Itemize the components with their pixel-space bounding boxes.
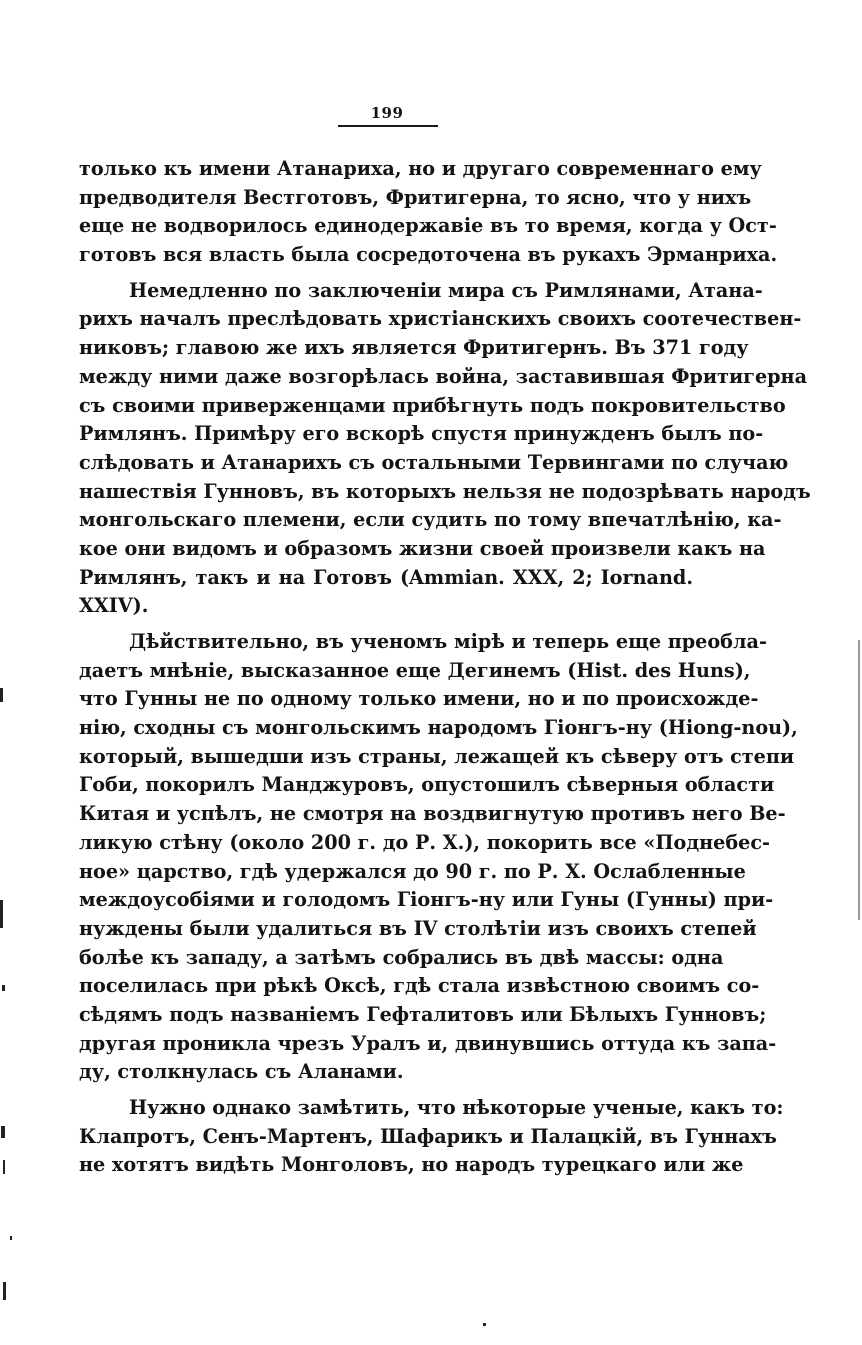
text-line: нашествія Гунновъ, въ которыхъ нельзя не подозрѣвать народъ	[79, 479, 811, 503]
text-line: болѣе къ западу, а затѣмъ собрались въ двѣ массы: одна	[79, 945, 724, 969]
paragraph-gap	[79, 621, 693, 628]
text-line: нію, сходны съ монгольскимъ народомъ Гіонгъ-ну (Hiong-nou),	[79, 716, 798, 740]
text-line: поселилась при рѣкѣ Оксѣ, гдѣ стала извѣстною своимъ со-	[79, 974, 760, 998]
scan-mark	[0, 688, 3, 702]
text-line: Китая и успѣлъ, не смотря на воздвигнутую противъ него Ве-	[79, 802, 786, 826]
text-line: XXIV).	[79, 594, 149, 618]
text-line: кое они видомъ и образомъ жизни своей произвели какъ на	[79, 536, 766, 560]
paragraph-gap	[79, 270, 693, 277]
text-line: Клапротъ, Сенъ-Мартенъ, Шафарикъ и Палацкій, въ Гуннахъ	[79, 1124, 777, 1148]
page-number: 199	[370, 104, 404, 122]
text-line: Дѣйствительно, въ ученомъ мірѣ и теперь еще преобла-	[129, 630, 767, 653]
text-line: даетъ мнѣніе, высказанное еще Дегинемъ (Hist. des Huns),	[79, 658, 751, 682]
text-line: предводителя Вестготовъ, Фритигерна, то ясно, что у нихъ	[79, 185, 752, 209]
scan-mark	[10, 1236, 12, 1240]
scan-mark	[2, 985, 5, 991]
text-line: сѣдямъ подъ названіемъ Гефталитовъ или Бѣлыхъ Гунновъ;	[79, 1002, 767, 1026]
text-line: готовъ вся власть была сосредоточена въ рукахъ Эрманриха.	[79, 243, 778, 267]
text-line: рихъ началъ преслѣдовать христіанскихъ своихъ соотечествен-	[79, 307, 802, 331]
paragraph-gap	[79, 1087, 693, 1094]
page-edge-shadow	[858, 640, 860, 920]
text-line: что Гунны не по одному только имени, но и по происхожде-	[79, 687, 759, 711]
scan-mark	[483, 1323, 486, 1326]
text-line: только къ имени Атанариха, но и другаго современнаго ему	[79, 157, 762, 180]
text-line: не хотятъ видѣть Монголовъ, но народъ турецкаго или же	[79, 1153, 744, 1177]
text-line: междоусобіями и голодомъ Гіонгъ-ну или Гуны (Гунны) при-	[79, 888, 774, 912]
text-line: Римлянъ, такъ и на Готовъ (Ammian. XXX, 2; Iornand.	[79, 565, 693, 589]
text-line: ликую стѣну (около 200 г. до Р. Х.), покорить все «Поднебес-	[79, 830, 771, 854]
scan-mark	[0, 900, 3, 928]
text-line: Римлянъ. Примѣру его вскорѣ спустя принужденъ былъ по-	[79, 422, 764, 446]
text-line: монгольскаго племени, если судить по тому впечатлѣнію, ка-	[79, 508, 782, 532]
text-line: который, вышедши изъ страны, лежащей къ сѣверу отъ степи	[79, 744, 795, 768]
body-text	[79, 155, 811, 1180]
scan-mark	[3, 1160, 5, 1174]
text-line: Нужно однако замѣтить, что нѣкоторые ученые, какъ то:	[129, 1096, 784, 1119]
text-line: ное» царство, гдѣ удержался до 90 г. по Р. Х. Ослабленные	[79, 859, 746, 883]
text-line: нуждены были удалиться въ IV столѣтіи изъ своихъ степей	[79, 916, 757, 940]
text-line: съ своими приверженцами прибѣгнуть подъ покровительство	[79, 393, 786, 417]
text-line: другая проникла чрезъ Уралъ и, двинувшись оттуда къ запа-	[79, 1031, 777, 1055]
page-number-rule	[338, 125, 438, 127]
text-line: никовъ; главою же ихъ является Фритигернъ. Въ 371 году	[79, 336, 749, 360]
text-line: еще не водворилось единодержавіе въ то время, когда у Ост-	[79, 214, 777, 238]
text-line: Немедленно по заключеніи мира съ Римлянами, Атана-	[129, 278, 763, 302]
scan-mark	[1, 1126, 5, 1138]
text-line: ду, столкнулась съ Аланами.	[79, 1060, 404, 1084]
scan-mark	[3, 1282, 6, 1300]
text-line: между ними даже возгорѣлась война, заставившая Фритигерна	[79, 364, 808, 388]
text-line: слѣдовать и Атанарихъ съ остальными Тервингами по случаю	[79, 450, 789, 474]
text-line: Гоби, покорилъ Манджуровъ, опустошилъ сѣверныя области	[79, 773, 775, 797]
